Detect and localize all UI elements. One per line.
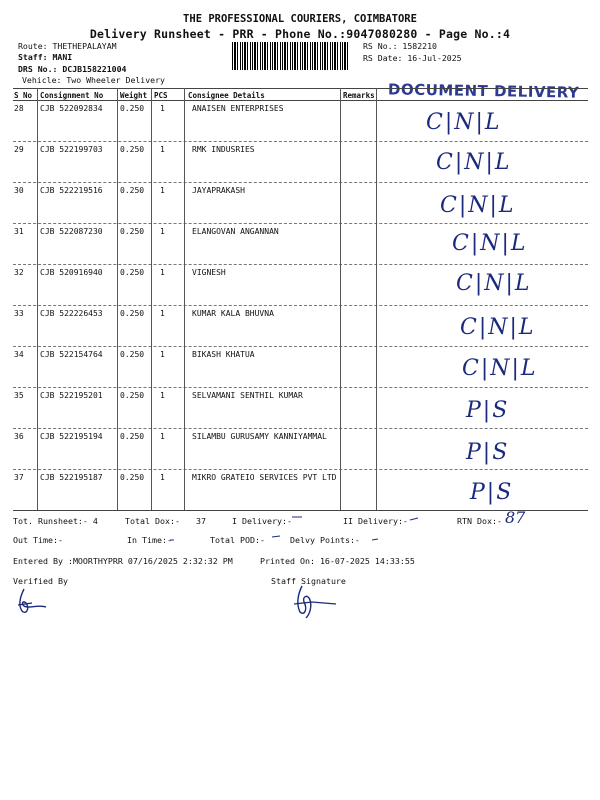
row-weight: 0.250: [120, 309, 145, 318]
document-delivery-stamp: DOCUMENT DELIVERY: [387, 80, 580, 102]
rtn-dox-value: 87: [505, 508, 526, 527]
row-consignment-no: CJB 522226453: [40, 309, 103, 318]
row-consignment-no: CJB 522092834: [40, 104, 103, 113]
row-handwritten-remark: P|S: [466, 440, 510, 465]
row-consignee: ANAISEN ENTERPRISES: [192, 104, 284, 113]
row-pcs: 1: [160, 309, 165, 318]
col-consignment: Consignment No: [40, 91, 104, 100]
col-pcs: PCS: [154, 91, 168, 100]
rtn-dox: RTN Dox:-: [457, 516, 502, 526]
row-consignment-no: CJB 522219516: [40, 186, 103, 195]
total-dox-label: Total Dox:-: [125, 516, 180, 526]
total-dox-value: 37: [196, 516, 206, 526]
row-handwritten-remark: C|N|L: [462, 356, 538, 381]
row-sno: 30: [14, 186, 24, 195]
entered-by: Entered By :MOORTHYPRR 07/16/2025 2:32:32 PM: [13, 556, 233, 566]
row-handwritten-remark: C|N|L: [436, 150, 512, 175]
row-consignment-no: CJB 522154764: [40, 350, 103, 359]
total-pod: Total POD:-: [210, 535, 265, 545]
row-handwritten-remark: P|S: [466, 398, 510, 423]
row-weight: 0.250: [120, 391, 145, 400]
row-consignee: SILAMBU GURUSAMY KANNIYAMMAL: [192, 432, 327, 441]
row-handwritten-remark: C|N|L: [460, 315, 536, 340]
row-pcs: 1: [160, 350, 165, 359]
row-consignee: ELANGOVAN ANGANNAN: [192, 227, 279, 236]
row-pcs: 1: [160, 145, 165, 154]
row-consignment-no: CJB 520916940: [40, 268, 103, 277]
row-pcs: 1: [160, 104, 165, 113]
vehicle-label: Vehicle: Two Wheeler Delivery: [22, 75, 165, 85]
row-handwritten-remark: C|N|L: [456, 271, 532, 296]
row-handwritten-remark: C|N|L: [426, 110, 502, 135]
row-weight: 0.250: [120, 432, 145, 441]
col-sno: S No: [14, 91, 33, 100]
row-consignment-no: CJB 522195201: [40, 391, 103, 400]
row-consignee: KUMAR KALA BHUVNA: [192, 309, 274, 318]
row-sno: 33: [14, 309, 24, 318]
row-pcs: 1: [160, 391, 165, 400]
in-time: In Time:-: [127, 535, 172, 545]
row-sno: 35: [14, 391, 24, 400]
tot-runsheet: Tot. Runsheet:- 4: [13, 516, 98, 526]
route-label: Route: THETHEPALAYAM: [18, 41, 117, 51]
ii-delivery: II Delivery:-: [343, 516, 408, 526]
row-sno: 32: [14, 268, 24, 277]
row-handwritten-remark: P|S: [470, 480, 514, 505]
row-pcs: 1: [160, 473, 165, 482]
company-name: THE PROFESSIONAL COURIERS, COIMBATORE: [183, 13, 417, 25]
row-weight: 0.250: [120, 104, 145, 113]
verifier-signature: [12, 585, 52, 617]
row-sno: 28: [14, 104, 24, 113]
row-weight: 0.250: [120, 350, 145, 359]
rs-date: RS Date: 16-Jul-2025: [363, 53, 462, 63]
row-weight: 0.250: [120, 268, 145, 277]
staff-signature: [288, 580, 343, 620]
out-time: Out Time:-: [13, 535, 63, 545]
row-consignee: SELVAMANI SENTHIL KUMAR: [192, 391, 303, 400]
delvy-points: Delvy Points:-: [290, 535, 360, 545]
row-pcs: 1: [160, 227, 165, 236]
row-sno: 29: [14, 145, 24, 154]
row-weight: 0.250: [120, 473, 145, 482]
row-weight: 0.250: [120, 227, 145, 236]
row-consignee: RMK INDUSRIES: [192, 145, 255, 154]
row-consignment-no: CJB 522199703: [40, 145, 103, 154]
row-consignee: JAYAPRAKASH: [192, 186, 245, 195]
drs-number: DRS No.: DCJB158221004: [18, 64, 127, 74]
row-consignee: VIGNESH: [192, 268, 226, 277]
row-consignment-no: CJB 522195187: [40, 473, 103, 482]
col-consignee: Consignee Details: [188, 91, 265, 100]
row-pcs: 1: [160, 186, 165, 195]
row-sno: 37: [14, 473, 24, 482]
rs-number: RS No.: 1582210: [363, 41, 437, 51]
row-consignment-no: CJB 522195194: [40, 432, 103, 441]
row-consignee: BIKASH KHATUA: [192, 350, 255, 359]
i-delivery: I Delivery:-: [232, 516, 292, 526]
verified-by-label: Verified By: [13, 576, 68, 586]
row-consignee: MIKRO GRATEIO SERVICES PVT LTD: [192, 473, 337, 482]
row-handwritten-remark: C|N|L: [440, 193, 516, 218]
row-pcs: 1: [160, 432, 165, 441]
row-consignment-no: CJB 522087230: [40, 227, 103, 236]
staff-label: Staff: MANI: [18, 52, 73, 62]
row-sno: 31: [14, 227, 24, 236]
printed-on: Printed On: 16-07-2025 14:33:55: [260, 556, 415, 566]
row-sno: 34: [14, 350, 24, 359]
row-handwritten-remark: C|N|L: [452, 231, 528, 256]
row-weight: 0.250: [120, 145, 145, 154]
staff-signature-label: Staff Signature: [271, 576, 346, 586]
row-pcs: 1: [160, 268, 165, 277]
runsheet-title: Delivery Runsheet - PRR - Phone No.:9047080280 - Page No.:4: [89, 27, 511, 41]
row-sno: 36: [14, 432, 24, 441]
col-weight: Weight: [120, 91, 148, 100]
row-weight: 0.250: [120, 186, 145, 195]
col-remarks: Remarks: [343, 91, 375, 100]
